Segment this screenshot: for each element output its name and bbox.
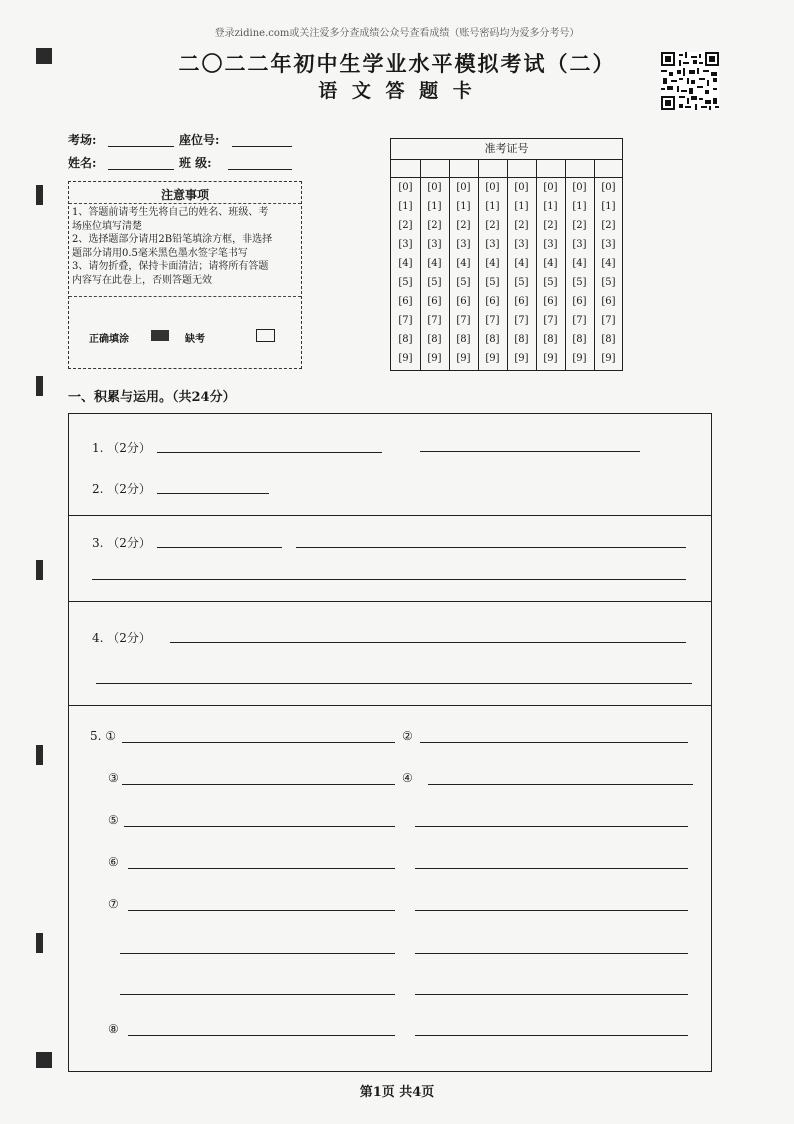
digit-bubble[interactable]: [9] <box>427 353 442 364</box>
digit-bubble[interactable]: [2] <box>485 220 500 231</box>
digit-bubble[interactable]: [8] <box>456 334 471 345</box>
question-label: ② <box>402 729 413 743</box>
answer-line[interactable] <box>124 826 395 827</box>
digit-bubble[interactable]: [6] <box>427 296 442 307</box>
digit-bubble[interactable]: [9] <box>514 353 529 364</box>
notice-line: 1、答题前请考生先将自己的姓名、班级、考 <box>72 207 269 218</box>
alignment-marker <box>36 745 43 765</box>
digit-bubble[interactable]: [8] <box>572 334 587 345</box>
digit-bubble[interactable]: [4] <box>398 258 413 269</box>
digit-bubble[interactable]: [4] <box>427 258 442 269</box>
exam-room-label: 考场: <box>68 133 97 147</box>
digit-bubble[interactable]: [2] <box>543 220 558 231</box>
admission-ticket-grid <box>390 138 623 371</box>
answer-line[interactable] <box>170 642 686 643</box>
name-label: 姓名: <box>68 156 97 170</box>
digit-bubble[interactable]: [4] <box>543 258 558 269</box>
digit-bubble[interactable]: [7] <box>601 315 616 326</box>
answer-line[interactable] <box>122 742 395 743</box>
digit-bubble[interactable]: [7] <box>514 315 529 326</box>
digit-bubble[interactable]: [8] <box>485 334 500 345</box>
answer-panel <box>68 705 712 1072</box>
digit-bubble[interactable]: [5] <box>485 277 500 288</box>
digit-bubble[interactable]: [3] <box>456 239 471 250</box>
digit-bubble[interactable]: [8] <box>543 334 558 345</box>
digit-bubble[interactable]: [2] <box>514 220 529 231</box>
digit-bubble[interactable]: [6] <box>398 296 413 307</box>
answer-panel <box>68 601 712 706</box>
question-label: 1. （2分） <box>92 441 151 455</box>
digit-bubble[interactable]: [5] <box>427 277 442 288</box>
digit-bubble[interactable]: [2] <box>427 220 442 231</box>
digit-bubble[interactable]: [4] <box>456 258 471 269</box>
digit-bubble[interactable]: [7] <box>485 315 500 326</box>
digit-bubble[interactable]: [6] <box>456 296 471 307</box>
digit-bubble[interactable]: [1] <box>514 201 529 212</box>
digit-bubble[interactable]: [3] <box>572 239 587 250</box>
answer-line[interactable] <box>157 493 269 494</box>
notice-line: 场座位填写清楚 <box>72 220 142 232</box>
answer-line[interactable] <box>420 742 688 743</box>
digit-bubble[interactable]: [3] <box>427 239 442 250</box>
digit-bubble[interactable]: [7] <box>427 315 442 326</box>
question-label: 2. （2分） <box>92 482 151 496</box>
digit-bubble[interactable]: [5] <box>572 277 587 288</box>
question-label: ⑤ <box>108 813 119 827</box>
answer-line[interactable] <box>96 683 692 684</box>
question-label: 4. （2分） <box>92 631 151 645</box>
digit-bubble[interactable]: [2] <box>456 220 471 231</box>
section-heading: 一、积累与运用。（共24分） <box>68 390 236 405</box>
alignment-marker <box>36 376 43 396</box>
notice-line: 3、请勿折叠，保持卡面清洁；请将所有答题 <box>72 261 269 272</box>
alignment-marker <box>36 933 43 953</box>
class-field[interactable] <box>228 169 292 170</box>
digit-bubble[interactable]: [7] <box>572 315 587 326</box>
digit-bubble[interactable]: [9] <box>485 353 500 364</box>
digit-bubble[interactable]: [0] <box>514 182 529 193</box>
alignment-marker <box>36 185 43 205</box>
digit-bubble[interactable]: [2] <box>572 220 587 231</box>
digit-bubble[interactable]: [8] <box>427 334 442 345</box>
digit-bubble[interactable]: [5] <box>456 277 471 288</box>
digit-bubble[interactable]: [9] <box>456 353 471 364</box>
notice-line: 2、选择题部分请用2B铅笔填涂方框，非选择 <box>72 234 273 245</box>
answer-line[interactable] <box>92 579 686 580</box>
notice-divider <box>69 203 301 204</box>
question-label: 3. （2分） <box>92 536 151 550</box>
digit-bubble[interactable]: [8] <box>601 334 616 345</box>
answer-line[interactable] <box>128 1035 395 1036</box>
digit-bubble[interactable]: [7] <box>543 315 558 326</box>
question-label: ⑥ <box>108 855 119 869</box>
digit-bubble[interactable]: [1] <box>456 201 471 212</box>
digit-bubble[interactable]: [3] <box>485 239 500 250</box>
digit-bubble[interactable]: [0] <box>398 182 413 193</box>
digit-bubble[interactable]: [7] <box>398 315 413 326</box>
exam-title: 二〇二二年初中生学业水平模拟考试（二） <box>178 51 616 76</box>
answer-line[interactable] <box>420 451 640 452</box>
digit-bubble[interactable]: [4] <box>514 258 529 269</box>
seat-number-label: 座位号: <box>179 133 220 147</box>
digit-bubble[interactable]: [1] <box>485 201 500 212</box>
digit-bubble[interactable]: [0] <box>427 182 442 193</box>
question-label: ⑦ <box>108 897 119 911</box>
digit-bubble[interactable]: [3] <box>514 239 529 250</box>
answer-line[interactable] <box>296 547 686 548</box>
digit-bubble[interactable]: [0] <box>543 182 558 193</box>
digit-bubble[interactable]: [1] <box>572 201 587 212</box>
answer-panel <box>68 515 712 602</box>
notice-box <box>68 181 302 369</box>
alignment-marker <box>36 560 43 580</box>
digit-bubble[interactable]: [9] <box>543 353 558 364</box>
digit-bubble[interactable]: [9] <box>601 353 616 364</box>
answer-line[interactable] <box>415 826 688 827</box>
answer-line[interactable] <box>415 1035 688 1036</box>
page-number: 第1页 共4页 <box>359 1085 435 1100</box>
digit-bubble[interactable]: [9] <box>398 353 413 364</box>
digit-bubble[interactable]: [8] <box>398 334 413 345</box>
name-field[interactable] <box>108 169 174 170</box>
answer-line[interactable] <box>157 452 382 453</box>
digit-bubble[interactable]: [1] <box>601 201 616 212</box>
digit-bubble[interactable]: [0] <box>456 182 471 193</box>
admission-ticket-title: 准考证号 <box>391 139 622 160</box>
answer-line[interactable] <box>120 994 395 995</box>
digit-bubble[interactable]: [1] <box>427 201 442 212</box>
digit-bubble[interactable]: [3] <box>398 239 413 250</box>
digit-bubble[interactable]: [5] <box>601 277 616 288</box>
digit-bubble[interactable]: [0] <box>601 182 616 193</box>
notice-line: 题部分请用0.5毫米黑色墨水签字笔书写 <box>72 247 248 259</box>
digit-bubble[interactable]: [8] <box>514 334 529 345</box>
digit-bubble[interactable]: [6] <box>601 296 616 307</box>
question-label: ④ <box>402 771 413 785</box>
notice-divider <box>69 296 301 297</box>
digit-bubble[interactable]: [4] <box>485 258 500 269</box>
exam-subtitle: 语 文 答 题 卡 <box>318 80 476 102</box>
digit-bubble[interactable]: [1] <box>543 201 558 212</box>
answer-line[interactable] <box>157 547 282 548</box>
answer-line[interactable] <box>415 868 688 869</box>
digit-bubble[interactable]: [5] <box>514 277 529 288</box>
notice-title: 注意事项 <box>160 188 209 202</box>
digit-bubble[interactable]: [2] <box>398 220 413 231</box>
digit-bubble[interactable]: [0] <box>572 182 587 193</box>
digit-bubble[interactable]: [0] <box>485 182 500 193</box>
answer-line[interactable] <box>128 910 395 911</box>
digit-bubble[interactable]: [4] <box>601 258 616 269</box>
exam-room-field[interactable] <box>108 146 174 147</box>
notice-text <box>72 206 297 287</box>
digit-bubble[interactable]: [3] <box>543 239 558 250</box>
digit-bubble[interactable]: [6] <box>572 296 587 307</box>
digit-bubble[interactable]: [6] <box>485 296 500 307</box>
question-label: 5. ① <box>90 729 117 743</box>
digit-bubble[interactable]: [6] <box>543 296 558 307</box>
top-note: 登录zidine.com或关注爱多分查成绩公众号查看成绩（账号密码均为爱多分考号） <box>214 28 580 39</box>
answer-line[interactable] <box>415 953 688 954</box>
correct-fill-label: 正确填涂 <box>89 334 129 345</box>
digit-bubble[interactable]: [2] <box>601 220 616 231</box>
answer-panel <box>68 413 712 516</box>
question-label: ③ <box>108 771 119 785</box>
alignment-marker <box>36 1052 52 1068</box>
digit-bubble[interactable]: [7] <box>456 315 471 326</box>
digit-bubble[interactable]: [6] <box>514 296 529 307</box>
answer-line[interactable] <box>122 784 395 785</box>
class-label: 班 级: <box>179 156 212 170</box>
question-label: ⑧ <box>108 1022 119 1036</box>
seat-number-field[interactable] <box>232 146 292 147</box>
digit-bubble[interactable]: [4] <box>572 258 587 269</box>
answer-line[interactable] <box>415 910 688 911</box>
absent-label: 缺考 <box>185 334 205 345</box>
answer-line[interactable] <box>120 953 395 954</box>
digit-bubble[interactable]: [9] <box>572 353 587 364</box>
answer-line[interactable] <box>428 784 693 785</box>
digit-bubble[interactable]: [1] <box>398 201 413 212</box>
answer-line[interactable] <box>415 994 688 995</box>
absent-checkbox[interactable] <box>256 329 275 342</box>
digit-bubble[interactable]: [5] <box>398 277 413 288</box>
digit-bubble[interactable]: [3] <box>601 239 616 250</box>
digit-bubble[interactable]: [5] <box>543 277 558 288</box>
correct-fill-sample <box>151 330 169 341</box>
answer-line[interactable] <box>128 868 395 869</box>
notice-line: 内容写在此卷上，否则答题无效 <box>72 274 212 286</box>
qr-code-icon <box>661 52 719 110</box>
